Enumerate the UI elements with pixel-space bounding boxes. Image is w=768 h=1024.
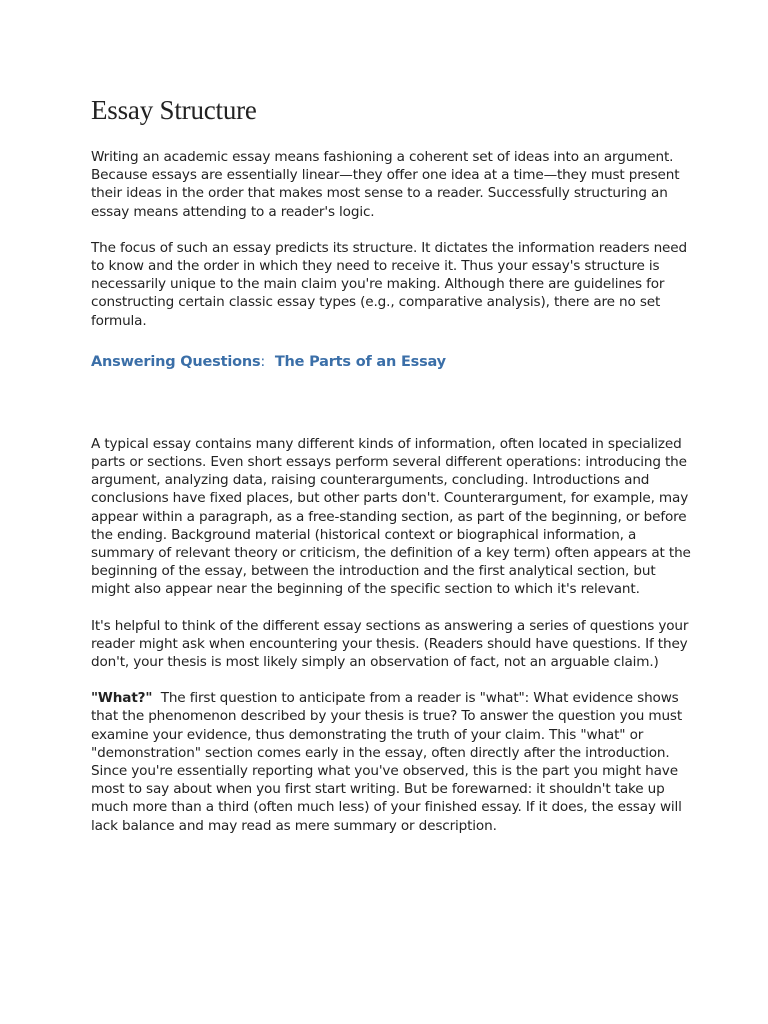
what-question-label: "What?" <box>91 690 153 707</box>
section-heading <box>91 352 691 372</box>
section-spacer <box>91 372 691 435</box>
section-heading-part1: Answering Questions <box>91 353 261 370</box>
page-title: Essay Structure <box>91 95 257 125</box>
intro-paragraph-1: Writing an academic essay means fashioning a coherent set of ideas into an argument. Because essays are essentially linear—they offer one idea at a time—they must present their ideas in the order that makes most sense to a reader. Successfully structuring an essay means attending to a reader's logic. <box>91 149 680 220</box>
what-paragraph <box>91 689 691 835</box>
section-heading-part2: The Parts of an Essay <box>274 353 446 370</box>
intro-paragraph-2: The focus of such an essay predicts its structure. It dictates the information readers need to know and the order in which they need to receive it. Thus your essay's structure is necessarily unique to the main claim you're making. Although there are guidelines for constructing certain classic essay types (e.g., comparative analysis), there are no set formula. <box>91 239 687 329</box>
what-paragraph-body: The first question to anticipate from a reader is "what": What evidence shows that the phenomenon described by your thesis is true? To answer the question you must examine your evidence, thus demonstrating the truth of your claim. This "what" or "demonstration" section comes early in the essay, often directly after the introduction. Since you're essentially reporting what you've observed, this is the part you might have most to say about when you first start writing. But be forewarned: it shouldn't take up much more than a third (often much less) of your finished essay. If it does, the essay will lack balance and may read as mere summary or description. <box>91 690 683 834</box>
document-page <box>91 94 691 835</box>
section-paragraph-2: It's helpful to think of the different essay sections as answering a series of questions your reader might ask when encountering your thesis. (Readers should have questions. If they don't, your thesis is most likely simply an observation of fact, not an arguable claim.) <box>91 617 689 671</box>
section-paragraph-1: A typical essay contains many different kinds of information, often located in specialized parts or sections. Even short essays perform several different operations: introducing the argument, analyzing data, raising counterarguments, concluding. Introductions and conclusions have fixed places, but other parts don't. Counterargument, for example, may appear within a paragraph, as a free-standing section, as part of the beginning, or before the ending. Background material (historical context or biographical information, a summary of relevant theory or criticism, the definition of a key term) often appears at the beginning of the essay, between the introduction and the first analytical section, but might also appear near the beginning of the specific section to which it's relevant. <box>91 435 691 598</box>
section-heading-separator: : <box>260 353 266 370</box>
